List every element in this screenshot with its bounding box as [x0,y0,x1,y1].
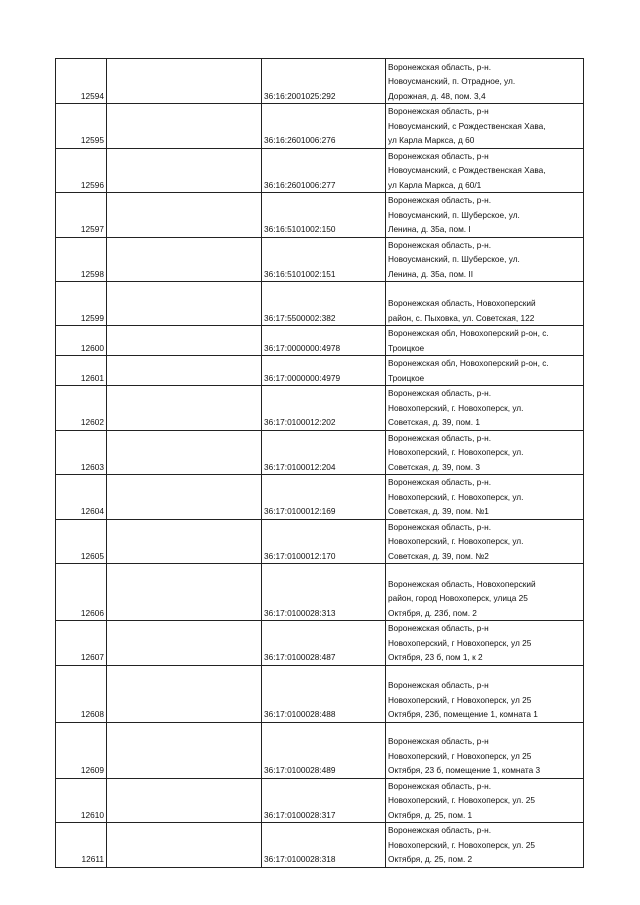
cadastral-number: 36:17:0100028:487 [262,621,386,666]
address-line: Новохоперский, г. Новохоперск, ул. [388,536,524,546]
row-number: 12601 [56,356,107,386]
table-row [56,665,584,722]
address-line: Воронежская область, Новохоперский [388,298,536,308]
cadastral-number: 36:17:0100012:202 [262,386,386,431]
address-line: Новоусманский, с Рождественская Хава, [388,120,546,131]
row-number: 12604 [56,475,107,520]
address-line: Новохоперский, г. Новохоперск, ул. [388,491,524,502]
address-line: Воронежская область, р-н. [388,195,491,205]
address-cell [386,430,584,475]
address-line: Воронежская область, р-н. [388,388,491,398]
address-line: Воронежская область, р-н. [388,780,491,791]
cadastral-number: 36:17:0100012:204 [262,430,386,475]
cadastral-number: 36:17:0100012:170 [262,519,386,564]
address-line: Новохоперский, г. Новохоперск, ул. [388,402,524,413]
address-cell [386,722,584,778]
cadastral-number: 36:16:2001025:292 [262,59,386,104]
table-row [56,237,584,282]
address-line: Воронежская обл, Новохоперский р-он, с. [388,358,549,368]
row-number: 12598 [56,237,107,282]
cadastral-number: 36:17:0100028:318 [262,823,386,868]
address-cell [386,59,584,104]
address-line: Новохоперский, г Новохоперск, ул 25 [388,694,532,705]
cadastral-number: 36:17:0100012:169 [262,475,386,520]
row-number: 12607 [56,621,107,666]
address-line: Новохоперский, г. Новохоперск, ул. 25 [388,839,535,850]
table-row [56,148,584,193]
address-line: Ленина, д. 35а, пом. I [388,224,471,234]
row-empty-cell [107,282,262,326]
row-empty-cell [107,778,262,823]
address-line: район, город Новохоперск, улица 25 [388,593,528,603]
row-empty-cell [107,430,262,475]
address-line: Воронежская область, р-н [388,150,489,161]
address-line: Воронежская область, Новохоперский [388,578,536,589]
row-number: 12596 [56,148,107,193]
address-line: Воронежская обл, Новохоперский р-он, с. [388,328,549,338]
row-empty-cell [107,237,262,282]
table-row [56,193,584,238]
address-line: Новохоперский, г Новохоперск, ул 25 [388,637,532,648]
row-number: 12609 [56,722,107,778]
table-row [56,778,584,823]
address-cell [386,386,584,431]
row-empty-cell [107,665,262,722]
table-row [56,823,584,868]
address-cell [386,193,584,238]
table-row [56,621,584,666]
row-empty-cell [107,193,262,238]
address-cell [386,356,584,386]
address-cell [386,564,584,621]
row-number: 12610 [56,778,107,823]
table-row [56,722,584,778]
row-empty-cell [107,326,262,356]
address-line: Октября, 23 б, пом 1, к 2 [388,652,483,662]
address-line: Октября, д. 25, пом. 1 [388,809,473,820]
cadastral-number: 36:17:0000000:4978 [262,326,386,356]
address-line: Воронежская область, р-н [388,106,489,116]
address-cell [386,665,584,722]
address-line: Троицкое [388,342,425,353]
address-line: Советская, д. 39, пом. №1 [388,506,489,516]
address-line: ул Карла Маркса, д 60 [388,135,475,145]
address-line: Новохоперский, г. Новохоперск, ул. [388,447,524,457]
address-cell [386,282,584,326]
row-number: 12594 [56,59,107,104]
row-number: 12600 [56,326,107,356]
address-cell [386,519,584,564]
address-cell [386,104,584,149]
cadastral-number: 36:16:5101002:151 [262,237,386,282]
table-row [56,282,584,326]
address-cell [386,475,584,520]
row-number: 12597 [56,193,107,238]
table-row [56,564,584,621]
cadastral-number: 36:17:0000000:4979 [262,356,386,386]
cadastral-number: 36:17:0100028:313 [262,564,386,621]
row-empty-cell [107,148,262,193]
address-line: Советская, д. 39, пом. 1 [388,417,480,427]
row-number: 12599 [56,282,107,326]
address-line: Советская, д. 39, пом. 3 [388,461,480,472]
address-line: Новоусманский, п. Шуберское, ул. [388,209,520,220]
address-line: Дорожная, д. 48, пом. 3,4 [388,90,486,101]
address-cell [386,237,584,282]
address-line: ул Карла Маркса, д 60/1 [388,179,482,190]
address-line: Воронежская область, р-н. [388,521,491,532]
row-number: 12606 [56,564,107,621]
row-number: 12605 [56,519,107,564]
registry-table-body [56,59,584,868]
address-line: Новоусманский, п. Отрадное, ул. [388,76,516,86]
row-number: 12611 [56,823,107,868]
cadastral-number: 36:17:0100028:489 [262,722,386,778]
table-row [56,356,584,386]
address-cell [386,148,584,193]
address-line: Новохоперский, г Новохоперск, ул 25 [388,750,532,761]
address-line: Воронежская область, р-н [388,623,489,633]
row-empty-cell [107,564,262,621]
address-line: район, с. Пыховка, ул. Советская, 122 [388,312,535,323]
cadastral-number: 36:17:0100028:488 [262,665,386,722]
row-empty-cell [107,475,262,520]
row-empty-cell [107,356,262,386]
registry-table [55,58,584,868]
row-number: 12608 [56,665,107,722]
address-line: Воронежская область, р-н [388,680,489,690]
address-line: Воронежская область, р-н. [388,477,491,487]
row-empty-cell [107,519,262,564]
address-line: Ленина, д. 35а, пом. II [388,268,474,279]
row-empty-cell [107,621,262,666]
table-row [56,519,584,564]
address-line: Октября, 23 б, помещение 1, комната 3 [388,765,541,775]
address-line: Октября, д. 25, пом. 2 [388,854,473,864]
address-line: Советская, д. 39, пом. №2 [388,550,489,561]
row-number: 12603 [56,430,107,475]
table-row [56,475,584,520]
row-empty-cell [107,59,262,104]
cadastral-number: 36:16:2601006:277 [262,148,386,193]
address-cell [386,621,584,666]
address-line: Воронежская область, р-н. [388,61,491,72]
address-line: Воронежская область, р-н. [388,825,491,835]
address-cell [386,778,584,823]
table-row [56,326,584,356]
table-row [56,386,584,431]
row-empty-cell [107,386,262,431]
address-line: Новоусманский, п. Шуберское, ул. [388,254,520,264]
address-line: Воронежская область, р-н. [388,432,491,443]
table-row [56,430,584,475]
cadastral-number: 36:17:5500002:382 [262,282,386,326]
address-line: Воронежская область, р-н [388,736,489,746]
row-empty-cell [107,722,262,778]
address-cell [386,326,584,356]
row-number: 12602 [56,386,107,431]
table-row [56,104,584,149]
table-row [56,59,584,104]
address-line: Новохоперский, г. Новохоперск, ул. 25 [388,795,535,805]
row-empty-cell [107,823,262,868]
row-empty-cell [107,104,262,149]
address-line: Троицкое [388,372,425,383]
cadastral-number: 36:16:2601006:276 [262,104,386,149]
address-line: Октября, д. 23б, пом. 2 [388,607,477,618]
cadastral-number: 36:16:5101002:150 [262,193,386,238]
address-line: Воронежская область, р-н. [388,239,491,250]
address-line: Новоусманский, с Рождественская Хава, [388,165,546,175]
row-number: 12595 [56,104,107,149]
address-line: Октября, 23б, помещение 1, комната 1 [388,709,538,719]
address-cell [386,823,584,868]
cadastral-number: 36:17:0100028:317 [262,778,386,823]
